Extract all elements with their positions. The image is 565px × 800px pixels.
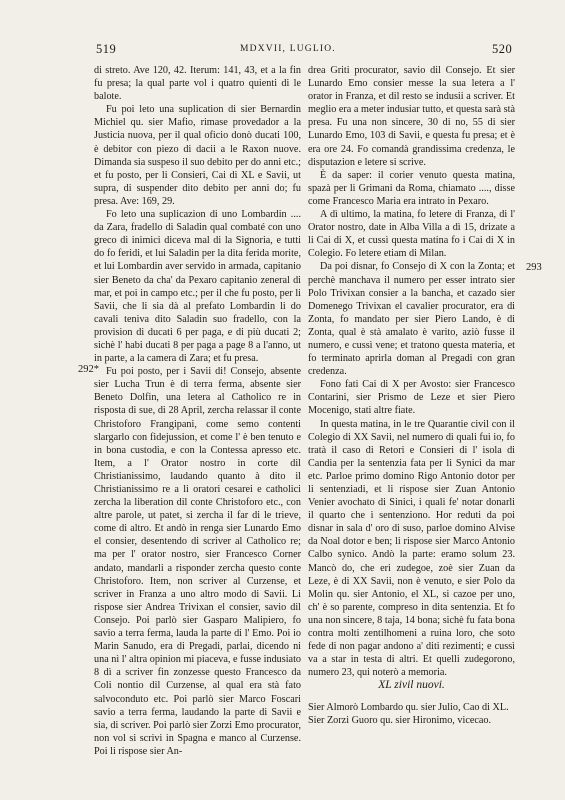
page-number-right: 520: [492, 42, 513, 56]
member-entry: Sier Almorò Lombardo qu. sier Julio, Cao di XL.: [308, 701, 509, 713]
left-column: [94, 64, 301, 758]
members-list: [308, 701, 515, 727]
running-head: MDXVII, LUGLIO.: [240, 44, 336, 54]
paragraph: A dì ultimo, la matina, fo letere di Franza, di l' Orator nostro, date in Alba Villa a dì 15, drizate a li Cai di X, et cussì questa matina fo i Cai di X in Colegio. Fo letere etiam di Milan.: [308, 209, 515, 260]
margin-number-right: 293: [526, 262, 542, 273]
right-column: [308, 64, 515, 727]
paragraph: drea Griti procurator, savio dil Consejo. Et sier Lunardo Emo consier messe la sua letera a l' orator in Franza, et dil resto se indusii a scriver. Et meglio era a meter indusiar tutto, et questa sarà stà presa. Fu una non sincere, 30 di no, 55 di sier Lunardo Emo, 103 di Savii, e questa fu presa; et è era ore 24. Fo comandà grandissima credenza, le disputazion e letere si scrive.: [308, 65, 515, 168]
paragraph: Da poi disnar, fo Consejo di X con la Zonta; et perchè manchava il numero per esser intrato sier Polo Trivixan consier a la bancha, et cazado sier Domenego Trivixan el cavalier procurator, era di Zonta, fo mandato per sier Piero Lando, è di Zonta, qual è stà amalato è varito, aziò fusse il numero, e cussì vene; et tratono questa materia, et fo terminato aprirla doman al Pregadi con gran credenza.: [308, 261, 515, 378]
paragraph: Fono fati Cai di X per Avosto: sier Francesco Contarini, sier Prismo de Leze et sier Piero Mocenigo, stati altre fiate.: [308, 379, 515, 417]
paragraph: Fo leto una suplicazion di uno Lombardin .... da Zara, fradello di Saladin qual combaté con uno greco di inimici diceva mal di la Signoria, e tutti do fo feridi, et lui Saladin per la dita ferida morite, et lui Lombardin aver servido in armada, capitanio sier Beneto da cha' da Pexaro capitanio zeneral di mar, et poi in campo etc.; per il che fu posto, per li Savii, che li sia dà al prefato Lombardin li do cavali teniva dito Saladin suo fradello, con la provision di ducati 6 per paga, e di più ducati 2; sichè l' habi ducati 8 per paga a page 8 a l'anno, ut in parte, a la camera di Zara; et fu presa.: [94, 209, 301, 365]
page-number-left: 519: [96, 42, 117, 56]
paragraph: Fu poi leto una suplication di sier Bernardin Michiel qu. sier Mafio, rimase provedador a la Justicia nuova, per il qual oficio donò ducati 100, è debitor con piezo di dacii a le Raxon nuove. Dimanda sia suspeso il suo debito per do anni etc.; et fu posto, per li Consieri, Cai di XL e Savii, ut supra, di suspender dito debito per anni do; fu presa. Ave: 169, 29.: [94, 104, 301, 207]
page-header: [0, 42, 565, 60]
paragraph: È da saper: il corier venuto questa matina, spazà per li Grimani da Roma, chiamato ...., disse come Francesco Maria era intrato in Pexaro.: [308, 169, 515, 207]
margin-number-left: 292*: [78, 364, 99, 375]
member-entry: Sier Zorzi Guoro qu. sier Hironimo, vicecao.: [308, 714, 492, 726]
section-title: XL zivil nuovi.: [378, 679, 445, 692]
paragraph: Fu poi posto, per i Savii di! Consejo, absente sier Lucha Trun è di terra ferma, absente sier Beneto Dolfin, una letera al Catholico re in risposta di sue, di 28 April, zercha relassar il conte Christoforo Frangipani, come semo contenti slargarlo con fidejussion, et come l' è ben tenuto e in bona custodia, e con la Contessa apresso etc. Item, a l' Orator nostro in corte dil Christianissimo, laudando quanto à dito il Christianissimo re a li oratori cesarei e catholici zercha la liberation dil conte Christoforo etc., con altre parole, ut patet, si zercha il far di le trieve, come di altro. Et andò in renga sier Lunardo Emo el consier, desentendo di scriver al Catholico re; ma per l' orator nostro, sier Francesco Corner andato, mandarli a risponder zercha questo conte Christoforo. Item, non scriver al Curzense, et scriver in Franza a uno altro modo di Savii. Li rispose sier Andrea Trivixan el consier, savio dil Consejo. Poi parlò sier Gasparo Malipiero, fo savio a terra ferma, lauda la parte di l' Emo. Poi io Marin Sanudo, era di Pregadi, parlai, dicendo ni una nì l' altra opinion mi piaceva, e fusse indusiato 8 dì a scriver fin zonzesse questo Francesco da Coli nontio dil Curzense, al qual era stà fato salvoconduto etc. Poi parlò sier Marco Foscari savio a terra ferma, laudando la parte di Savii e sia, di scriver. Poi parlò sier Zorzi Emo procurator, non vol si scrivi in Spagna e manco al Curzense. Poi li rispose sier An-: [94, 366, 301, 757]
paragraph: In questa matina, in le tre Quarantie civil con il Colegio di XX Savii, nel numero di quali fui io, fo tratà il caso di Retori e Consieri di l' isola di Candia per la sentenzia fata per li Synici da mar etc. Parloe primo domino Rigo Antonio dotor per li sentenziadi, et li rispose sier Zuan Antonio Venier avochato di Sinici, i quali fe' notar donarli il quarto che i sentenziono. Hor reduti da poi disnar in sala d' oro di suso, parloe domino Alvise da Noal dotor e ben; li rispose sier Marco Antonio Calbo synico. Andò la parte: eramo solum 23. Mancò do, che eri zudegoe, zoè sier Zuan da Leze, è di XX Savii, non è venuto, e sier Polo da Molin qu. sier Antonio, el XL, si cazoe per uno, ch' è so parente, compreso in dita sentenzia. Et fo una non sincere, 8 taja, 14 bona; sichè fu fata bona contra molti zentilhomeni a ruina loro, che soto fede di non pagar andono a' diti rezimenti; e cussì va a star in testa di altri. Et quelli zudegorono, numero 23, qui noterò a memoria.: [308, 418, 515, 679]
paragraph: di streto. Ave 120, 42. Iterum: 141, 43, et a la fin fu presa; la qual parte vol i quatro quienti di le balote.: [94, 65, 301, 103]
